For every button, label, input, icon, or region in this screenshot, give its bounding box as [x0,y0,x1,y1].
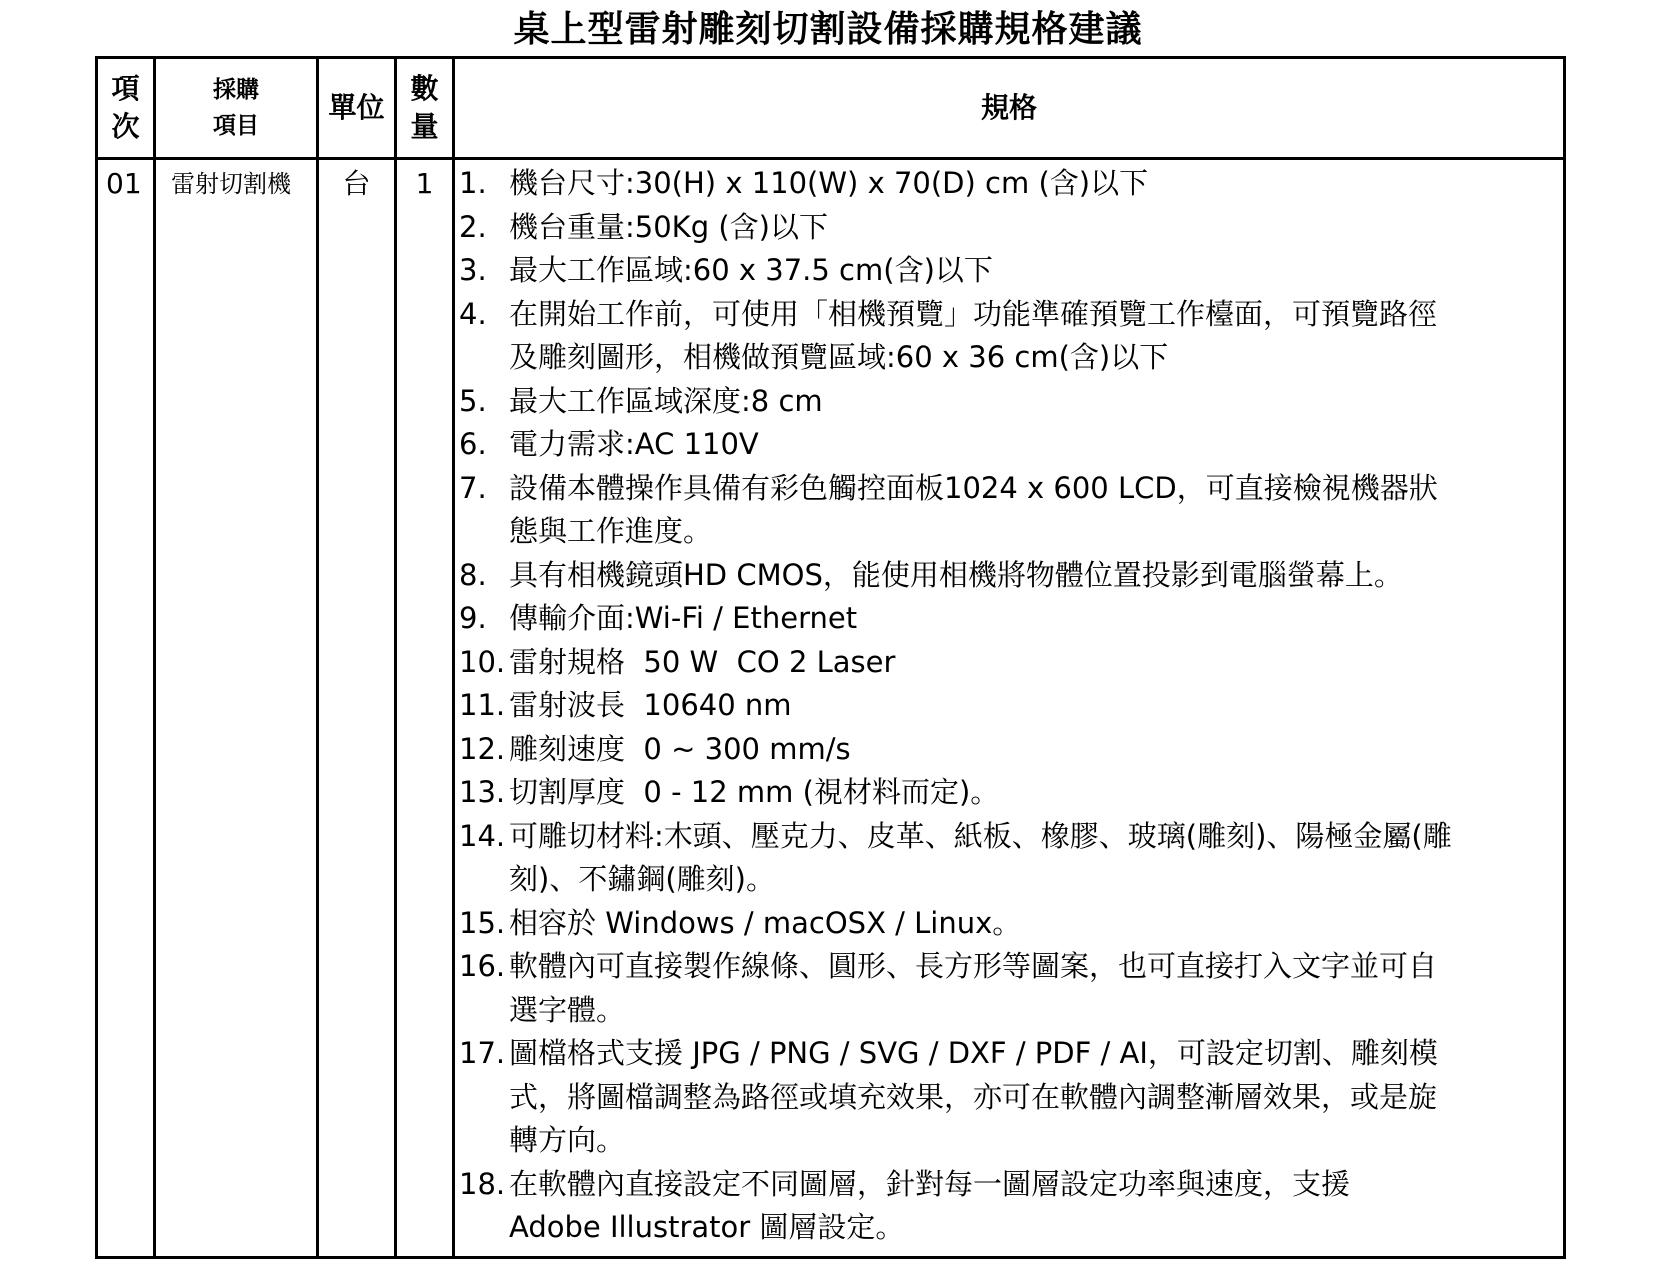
spec-item-text: 可雕切材料:木頭、壓克力、皮革、紙板、橡膠、玻璃(雕刻)、陽極金屬(雕 [509,818,1452,853]
spec-item-number [459,989,509,1033]
document-title: 桌上型雷射雕刻切割設備採購規格建議 [513,9,1143,50]
spec-list [459,162,1553,1250]
spec-item-number: 14. [459,818,506,853]
spec-item-text: 雕刻速度 0 ~ 300 mm/s [509,731,851,766]
spec-item-number [459,510,509,554]
spec-item-text: 態與工作進度。 [509,514,713,548]
spec-item [459,684,1553,728]
spec-item-number: 5. [459,383,487,418]
spec-item-number: 11. [459,688,506,722]
spec-item [459,728,1553,772]
cell-item-number: 01 [97,159,155,1258]
spec-item-text: 轉方向。 [509,1123,626,1157]
spec-item-text: 設備本體操作具備有彩色觸控面板1024 x 600 LCD，可直接檢視機器狀 [509,470,1438,505]
spec-item-number [459,1076,509,1120]
spec-item-text: 在軟體內直接設定不同圖層，針對每一圖層設定功率與速度，支援 [509,1166,1351,1201]
spec-item [459,423,1553,467]
cell-specification [454,159,1565,1258]
header-purchase-item: 採購 項目 [155,58,318,159]
spec-item-text: 及雕刻圖形，相機做預覽區域:60 x 36 cm(含)以下 [509,340,1169,374]
spec-item [459,554,1553,598]
spec-item [459,293,1553,337]
spec-item-text: 選字體。 [509,992,626,1027]
spec-item [459,1119,1553,1163]
spec-item-text: 在開始工作前，可使用「相機預覽」功能準確預覽工作檯面，可預覽路徑 [509,296,1438,331]
spec-item-number: 15. [459,905,506,940]
spec-item-text: 相容於 Windows / macOSX / Linux。 [509,905,1022,940]
spec-item-number: 2. [459,209,487,244]
spec-item [459,641,1553,685]
spec-item-number [459,1206,509,1250]
spec-item-text: 切割厚度 0 - 12 mm (視材料而定)。 [509,775,1000,809]
spec-item-text: 圖檔格式支援 JPG / PNG / SVG / DXF / PDF / AI，可設定切割、雕刻模 [509,1036,1438,1070]
spec-item [459,771,1553,815]
spec-item-text: 最大工作區域:60 x 37.5 cm(含)以下 [509,253,993,287]
spec-item-number [459,336,509,380]
header-quantity: 數 量 [396,58,454,159]
spec-item-text: 最大工作區域深度:8 cm [509,383,823,418]
spec-item-number: 12. [459,731,506,766]
spec-item-number: 7. [459,470,487,505]
spec-item-number [459,1119,509,1163]
header-unit: 單位 [318,58,396,159]
spec-item [459,1163,1553,1207]
spec-item-text: 機台尺寸:30(H) x 110(W) x 70(D) cm (含)以下 [509,166,1149,200]
spec-item [459,206,1553,250]
cell-quantity: 1 [396,159,454,1258]
header-item-number: 項 次 [97,58,155,159]
spec-item [459,945,1553,989]
spec-item [459,249,1553,293]
spec-item [459,162,1553,206]
spec-item [459,902,1553,946]
spec-item-number: 13. [459,775,506,809]
spec-item-text: 機台重量:50Kg (含)以下 [509,209,828,244]
spec-item-number: 10. [459,644,506,679]
cell-unit: 台 [318,159,396,1258]
spec-item-number: 17. [459,1036,506,1070]
spec-item-text: Adobe Illustrator 圖層設定。 [509,1210,905,1244]
spec-item [459,1206,1553,1250]
cell-purchase-item: 雷射切割機 [155,159,318,1258]
spec-item-number: 1. [459,166,487,200]
spec-item [459,336,1553,380]
spec-item-text: 電力需求:AC 110V [509,427,759,461]
spec-item [459,1076,1553,1120]
spec-item-number: 6. [459,427,487,461]
spec-item-text: 軟體內可直接製作線條、圓形、長方形等圖案，也可直接打入文字並可自 [509,949,1438,983]
spec-item [459,815,1553,859]
spec-item-text: 雷射波長 10640 nm [509,688,792,722]
spec-item-number: 4. [459,296,487,331]
spec-item-text: 具有相機鏡頭HD CMOS，能使用相機將物體位置投影到電腦螢幕上。 [509,557,1403,592]
spec-item-number: 9. [459,601,487,635]
spec-item [459,597,1553,641]
spec-item [459,989,1553,1033]
spec-item [459,1032,1553,1076]
spec-item-text: 雷射規格 50 W CO 2 Laser [509,644,896,679]
spec-item [459,467,1553,511]
spec-item-number [459,858,509,902]
table-row [97,159,1565,1258]
spec-item-text: 刻)、不鏽鋼(雕刻)。 [509,862,775,896]
spec-item-number: 18. [459,1166,506,1201]
header-row [97,58,1565,159]
spec-item [459,380,1553,424]
spec-item-text: 傳輸介面:Wi-Fi / Ethernet [509,601,858,635]
spec-table [95,56,1566,1259]
spec-item-number: 16. [459,949,506,983]
spec-item [459,858,1553,902]
header-specification: 規格 [454,58,1565,159]
spec-item [459,510,1553,554]
spec-item-text: 式，將圖檔調整為路徑或填充效果，亦可在軟體內調整漸層效果，或是旋 [509,1079,1438,1114]
spec-item-number: 3. [459,253,487,287]
spec-item-number: 8. [459,557,487,592]
